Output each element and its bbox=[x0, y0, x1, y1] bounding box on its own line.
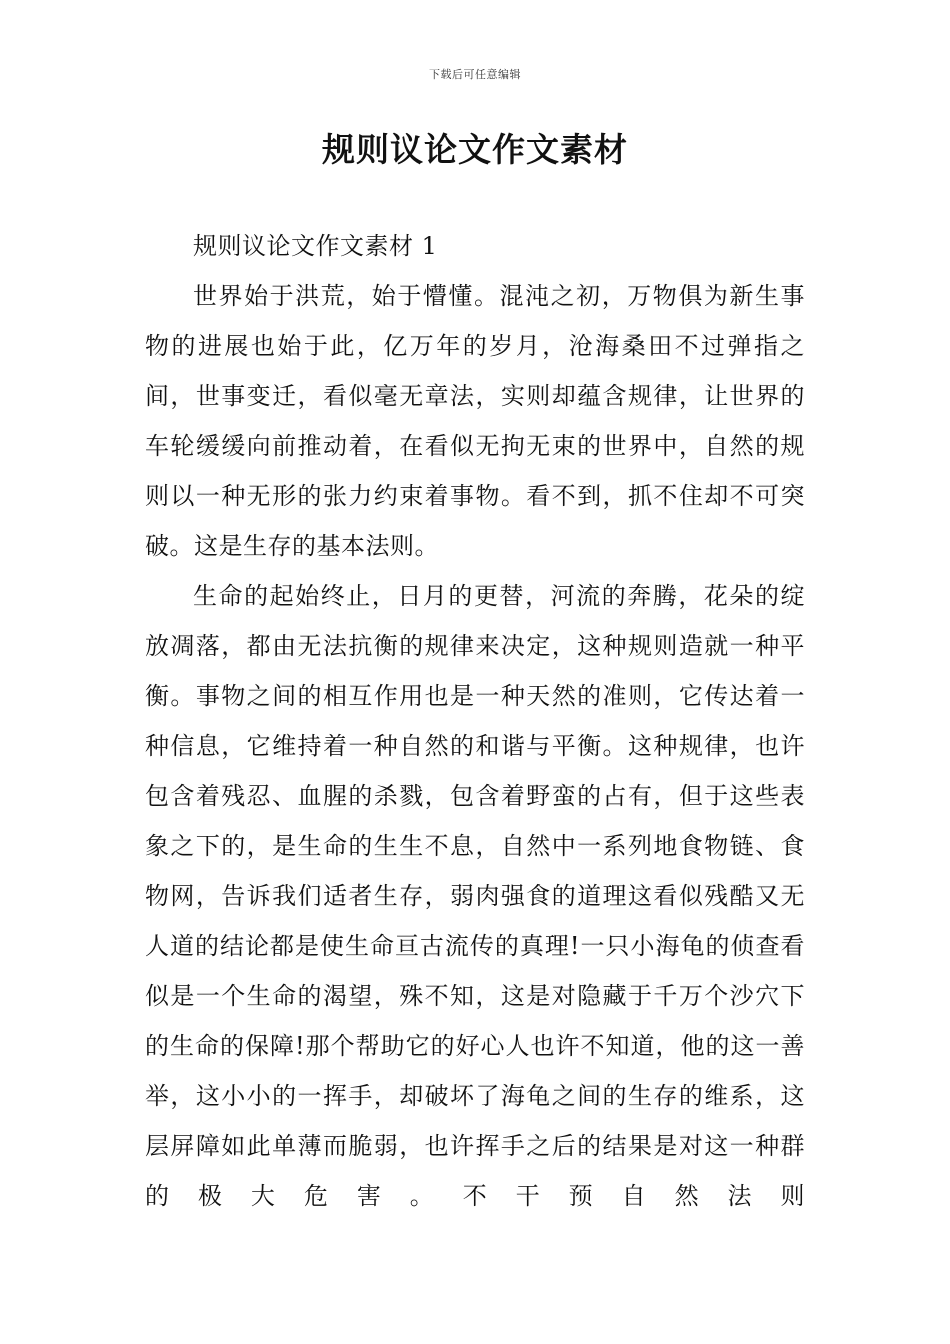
document-body bbox=[145, 221, 805, 1221]
paragraph-2: 生命的起始终止，日月的更替，河流的奔腾，花朵的绽放凋落，都由无法抗衡的规律来决定，这种规则造就一种平衡。事物之间的相互作用也是一种天然的准则，它传达着一种信息，它维持着一种自然的和谐与平衡。这种规律，也许包含着残忍、血腥的杀戮，包含着野蛮的占有，但于这些表象之下的，是生命的生生不息，自然中一系列地食物链、食物网，告诉我们适者生存，弱肉强食的道理这看似残酷又无人道的结论都是使生命亘古流传的真理!一只小海龟的侦查看似是一个生命的渴望，殊不知，这是对隐藏于千万个沙穴下的生命的保障!那个帮助它的好心人也许不知道，他的这一善举，这小小的一挥手，却破坏了海龟之间的生存的维系，这层屏障如此单薄而脆弱，也许挥手之后的结果是对这一种群的极大危害。不干预自然法则 bbox=[145, 582, 805, 1210]
section-heading: 规则议论文作文素材 1 bbox=[193, 232, 438, 260]
header-note: 下载后可任意编辑 bbox=[429, 68, 521, 81]
document-title: 规则议论文作文素材 bbox=[322, 130, 628, 169]
paragraph-1: 世界始于洪荒，始于懵懂。混沌之初，万物俱为新生事物的进展也始于此，亿万年的岁月，沧海桑田不过弹指之间，世事变迁，看似毫无章法，实则却蕴含规律，让世界的车轮缓缓向前推动着，在看似无拘无束的世界中，自然的规则以一种无形的张力约束着事物。看不到，抓不住却不可突破。这是生存的基本法则。 bbox=[145, 282, 805, 560]
